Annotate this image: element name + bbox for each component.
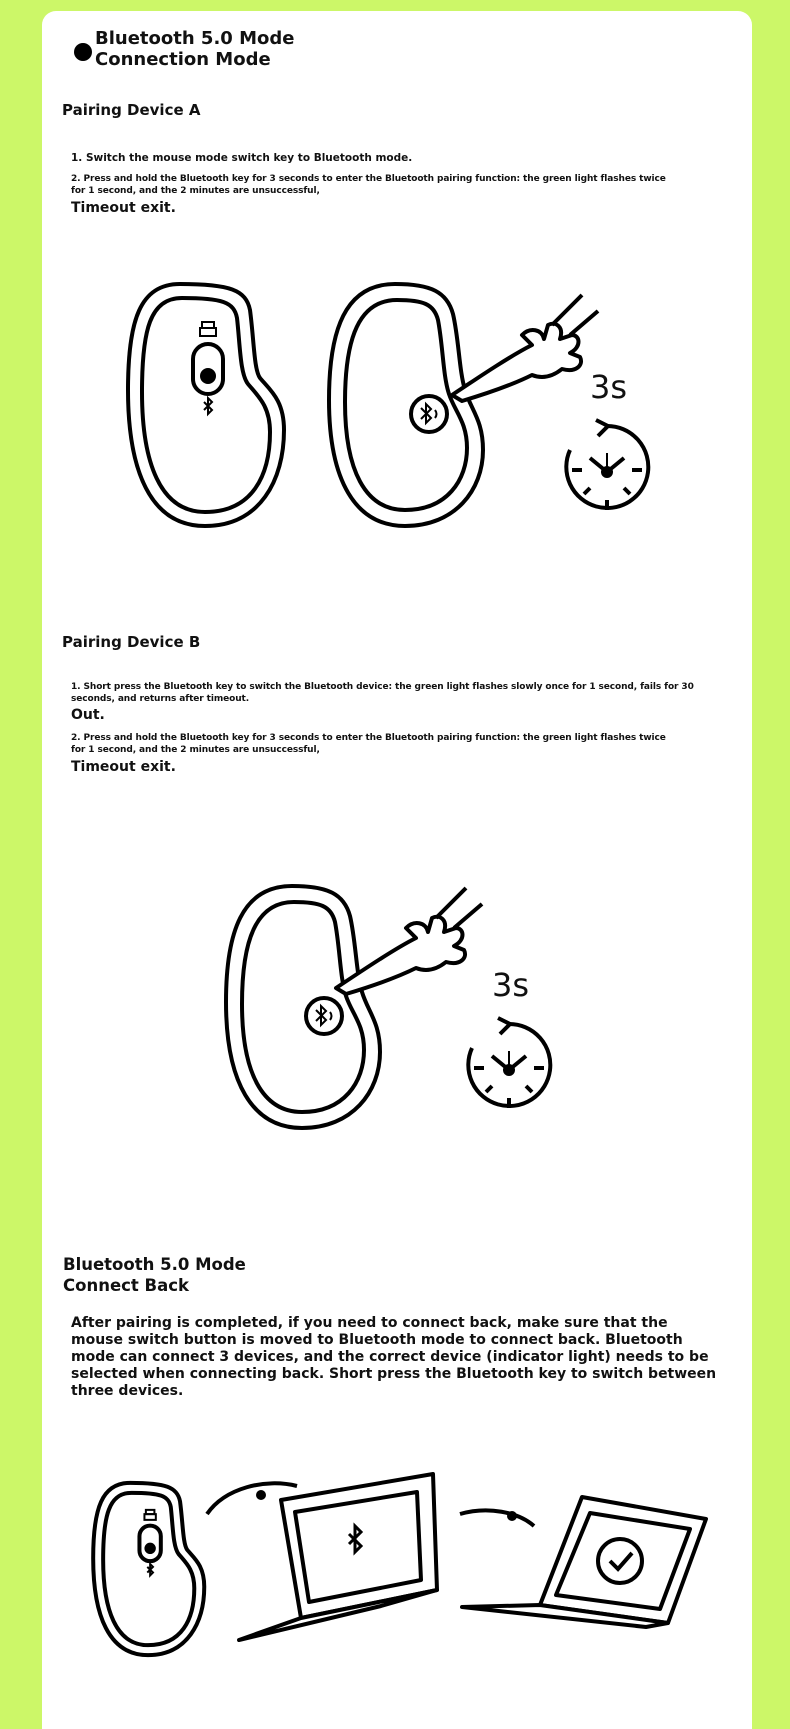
laptop-icon [235, 1472, 440, 1642]
section-b-step2: 2. Press and hold the Bluetooth key for 3 seconds to enter the Bluetooth pairing function: the green light flashes twice for 1 second, and the 2 minutes are unsuccessful, [71, 733, 666, 755]
section-a-step2-tail: Timeout exit. [71, 200, 176, 216]
section-c-paragraph: After pairing is completed, if you need to connect back, make sure that the mouse switch button is moved to Bluetooth mode to connect back. Bluetooth mode can connect 3 devices, and the correct device (indicator light) needs to be selected when connecting back. Short press the Bluetooth key to switch between three devices. [71, 1315, 717, 1399]
section-b-title: Pairing Device B [62, 633, 201, 651]
page-title [95, 28, 294, 70]
bullet-dot-icon [74, 43, 92, 61]
page-title-line2: Connection Mode [95, 49, 271, 70]
pointing-hand-icon [452, 295, 602, 415]
pointing-hand-icon [336, 888, 486, 1008]
section-a-title: Pairing Device A [62, 101, 201, 119]
timer-label-a: 3s [590, 368, 628, 406]
clock-timer-icon [560, 420, 654, 514]
mouse-bottom-icon [120, 280, 290, 530]
section-a-step1: 1. Switch the mouse mode switch key to Bluetooth mode. [71, 152, 413, 164]
section-c-title-line2: Connect Back [63, 1276, 190, 1295]
section-b-step1-tail: Out. [71, 707, 105, 723]
section-c-title-line1: Bluetooth 5.0 Mode [63, 1255, 246, 1274]
page-title-line1: Bluetooth 5.0 Mode [95, 28, 295, 49]
clock-timer-icon [462, 1018, 556, 1112]
section-a-step2: 2. Press and hold the Bluetooth key for 3 seconds to enter the Bluetooth pairing function: the green light flashes twice for 1 second, and the 2 minutes are unsuccessful, [71, 174, 666, 196]
mouse-bottom-icon [86, 1480, 210, 1658]
timer-label-b: 3s [492, 966, 530, 1004]
section-b-step1: 1. Short press the Bluetooth key to switch the Bluetooth device: the green light flashes slowly once for 1 second, fails for 30 seconds, and returns after timeout. [71, 682, 694, 704]
laptop-icon [460, 1495, 710, 1630]
section-b-step2-tail: Timeout exit. [71, 759, 176, 775]
section-c-title [63, 1254, 246, 1296]
